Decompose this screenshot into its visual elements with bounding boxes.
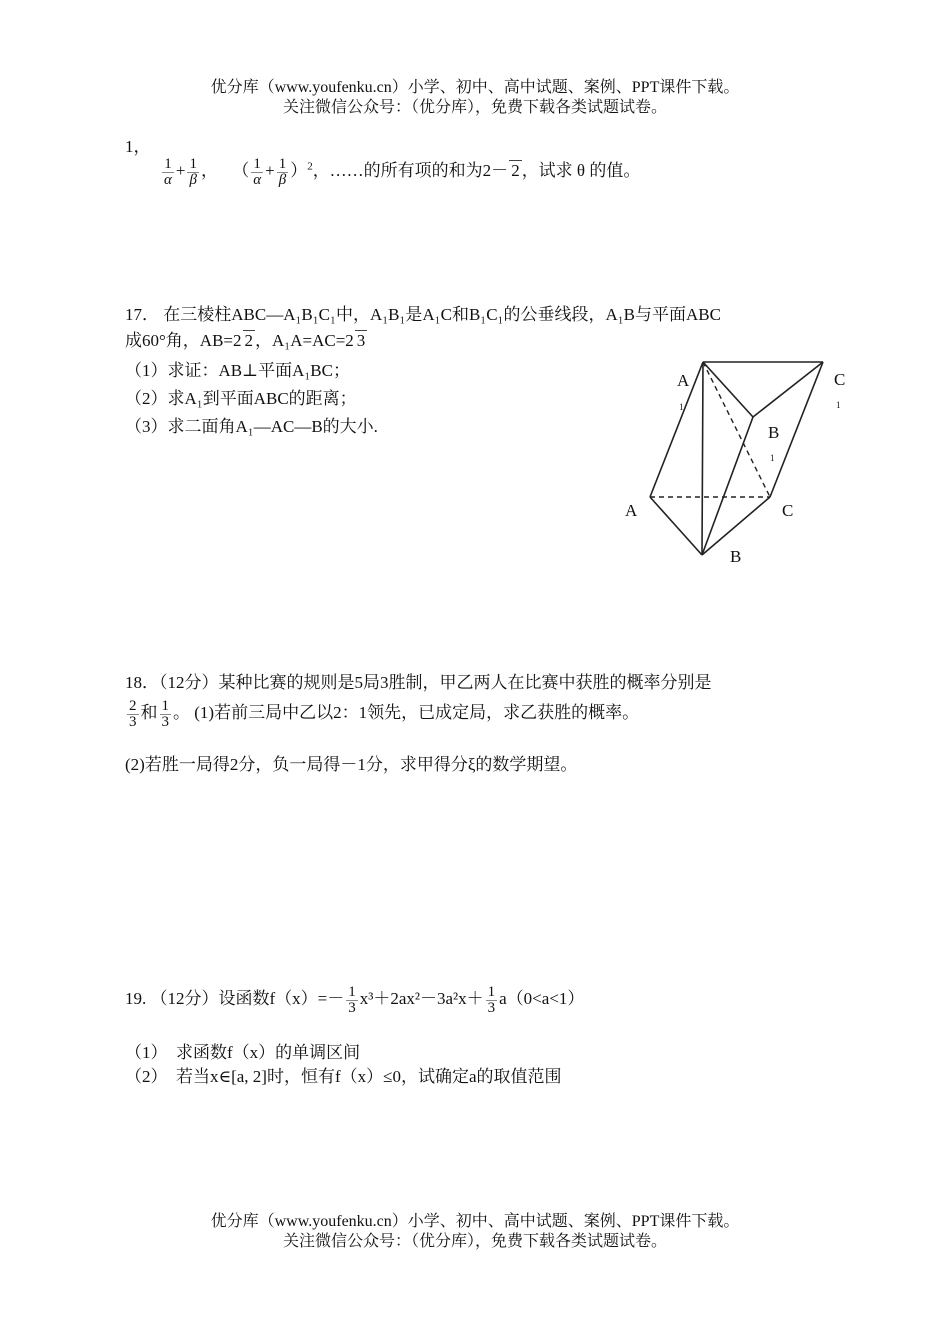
label-b1: B [768,423,780,442]
label-c1-sub: 1 [836,400,841,410]
frac-q19-2: $\frac{1}{3}$ [487,983,496,1016]
q19-part-2: （2） 若当x∈[a, 2]时，恒有f（x）≤0，试确定a的取值范围 [125,1067,562,1086]
q17-line-2: 成60°角，AB=2 2 ，A₁A=AC=2 3 [125,331,366,350]
frac-1-alpha: $\frac{1}{\alpha}$ [164,155,172,188]
q19-part-1: （1） 求函数f（x）的单调区间 [125,1043,361,1062]
header-line-2: 关注微信公众号：（优分库），免费下载各类试题试卷。 [282,99,667,116]
prism-figure [610,350,860,575]
q18-line-3: (2)若胜一局得2分，负一局得－1分，求甲得分ξ的数学期望。 [125,755,578,774]
q18-line-2: $\frac{2}{3}$ 和 $\frac{1}{3}$ 。 (1)若前三局中乙以2：1领先，已成定局，求乙获胜的概率。 [129,697,640,730]
header-line-1: 优分库（www.youfenku.cn）小学、初中、高中试题、案例、PPT课件下载。 [210,79,740,96]
sqrt-ab: 2 [244,331,254,350]
frac-1-alpha-b: $\frac{1}{\alpha}$ [253,155,262,188]
footer-line-2: 关注微信公众号：（优分库），免费下载各类试题试卷。 [282,1233,667,1250]
frac-2-3: $\frac{2}{3}$ [129,697,137,730]
edge-a1-b1 [703,362,753,417]
label-a: A [625,501,638,520]
frac-1-beta: $\frac{1}{\beta}$ [189,155,197,188]
q16-number: 1， [125,137,151,156]
q18-line-1: 18．（12分）某种比赛的规则是5局3胜制，甲乙两人在比赛中获胜的概率分别是 [125,673,712,692]
sqrt-ac: 3 [356,331,366,350]
sqrt-2: 2 [511,161,520,180]
q17-line-1: 17． 在三棱柱ABC—A₁B₁C₁中，A₁B₁是A₁C和B₁C₁的公垂线段，A₁B与平面ABC [125,305,721,324]
frac-1-beta-b: $\frac{1}{\beta}$ [278,155,287,188]
edge-a1-c-hidden [703,362,770,497]
q16-sequence-line: $\frac{1}{\alpha}$ + $\frac{1}{\beta}$ ， （ $\frac{1}{\alpha}$ + $\frac{1}{\beta}$ ）$^2$，……的所有项的和为2－ 2 ，试求 θ 的值。 [164,155,641,188]
edge-a-b [650,497,702,555]
edge-a1-b [702,362,703,555]
q17-part-1: （1）求证：AB⊥平面A₁BC； [125,361,350,380]
label-c1: C [834,370,846,389]
frac-1-3: $\frac{1}{3}$ [161,697,169,730]
q17-part-3: （3）求二面角A₁—AC—B的大小. [125,417,378,436]
label-c: C [782,501,794,520]
q17-part-2: （2）求A₁到平面ABC的距离； [125,389,357,408]
frac-q19-1: $\frac{1}{3}$ [348,983,356,1016]
label-a1: A [677,371,690,390]
label-b1-sub: 1 [770,453,775,463]
label-b: B [730,547,742,566]
footer-line-1: 优分库（www.youfenku.cn）小学、初中、高中试题、案例、PPT课件下载。 [210,1213,740,1230]
q19-line-1: 19. （12分）设函数f（x）=－ $\frac{1}{3}$ x³＋2ax²－3a²x＋ $\frac{1}{3}$ a（0<a<1） [125,983,585,1016]
label-a1-sub: 1 [679,402,684,412]
